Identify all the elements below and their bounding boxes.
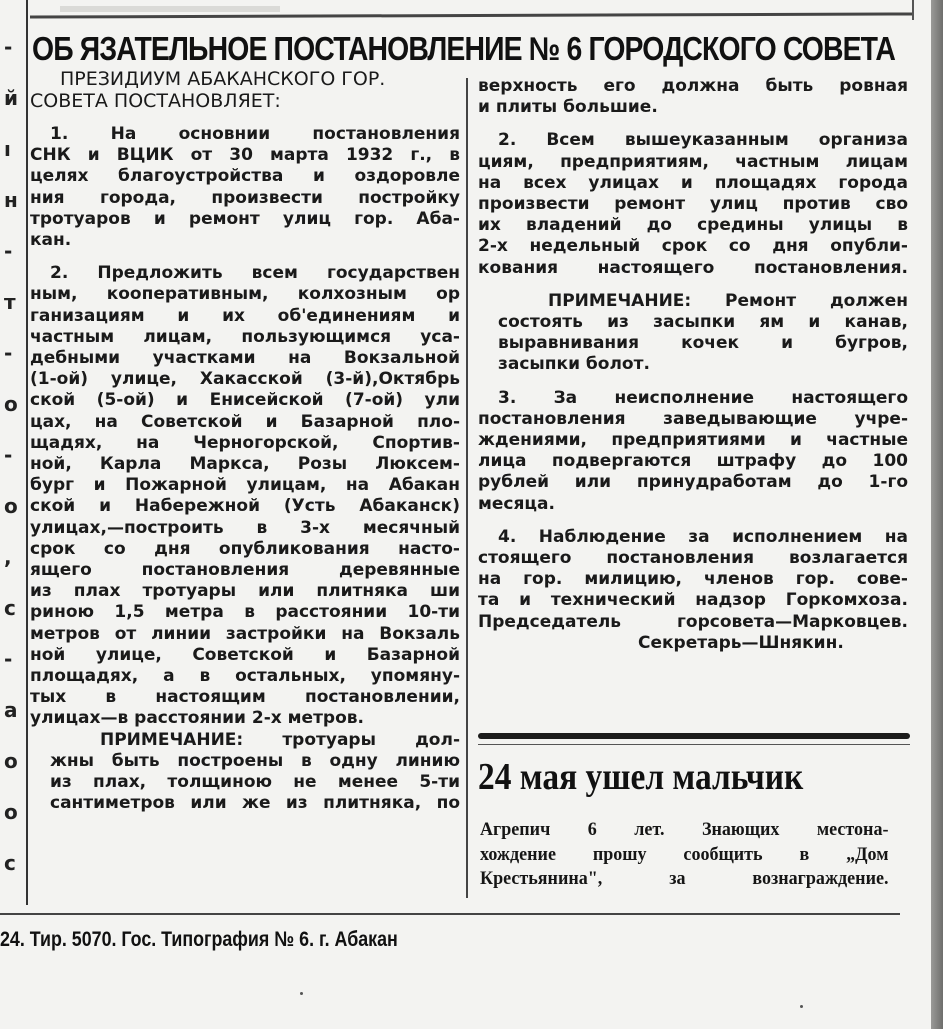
text-line: цах, на Советской и Базарной пло- xyxy=(30,411,460,432)
margin-fragment: о xyxy=(4,392,18,416)
headline: ОБ ЯЗАТЕЛЬНОЕ ПОСТАНОВЛЕНИЕ № 6 ГОРОДСКОГО СОВЕТА xyxy=(32,30,896,67)
text-line: ным, кооперативным, колхозным ор xyxy=(30,284,460,305)
text-line: 2. Всем вышеуказанным организа xyxy=(498,130,908,151)
text-line: состоять из засыпки ям и канав, xyxy=(498,312,908,333)
text-line: засыпки болот. xyxy=(498,354,650,375)
note-1 xyxy=(30,730,460,815)
left-column xyxy=(30,68,460,815)
text-line: площадях, а в остальных, упомяну- xyxy=(30,666,460,687)
margin-fragment: - xyxy=(4,239,13,263)
margin-fragment: с xyxy=(4,851,16,875)
margin-fragment: с xyxy=(4,596,16,620)
margin-fragment: й xyxy=(4,86,19,110)
margin-fragment: т xyxy=(4,290,16,314)
margin-fragment: о xyxy=(4,494,18,518)
text-line: верхность его должна быть ровная xyxy=(478,76,908,96)
text-line: целях благоустройства и оздоровле xyxy=(30,166,460,187)
ad-divider xyxy=(478,733,910,739)
text-line: 4. Наблюдение за исполнением на xyxy=(498,526,908,547)
ad-body xyxy=(480,818,889,892)
text-line: сантиметров или же из плитняка, по xyxy=(50,793,460,814)
text-line: 3. За неисполнение настоящего xyxy=(498,387,908,408)
text-line: ПРИМЕЧАНИЕ: Ремонт должен xyxy=(548,290,908,311)
text-line: из плах, толщиною не менее 5-ти xyxy=(50,772,460,793)
preamble-line: ПРЕЗИДИУМ АБАКАНСКОГО ГОР. xyxy=(60,68,386,90)
text-line: ния города, произвести постройку xyxy=(30,187,460,208)
preamble-line: СОВЕТА ПОСТАНОВЛЯЕТ: xyxy=(30,90,281,112)
text-line: 1. На основнии постановления xyxy=(50,124,460,144)
text-line: бург и Пожарной улицам, на Абакан xyxy=(30,475,460,496)
item-4 xyxy=(478,527,908,612)
text-line: ящего постановления деревянные xyxy=(30,560,460,581)
item-3 xyxy=(478,388,908,515)
text-line: на гор. милицию, членов гор. сове- xyxy=(478,569,908,590)
left-column-rule xyxy=(26,0,28,905)
continuation xyxy=(478,76,908,118)
text-line: метров от линии застройки на Вокзаль xyxy=(30,623,460,644)
text-line: 2-х недельный срок со дня опубли- xyxy=(478,236,908,257)
bottom-rule xyxy=(0,913,900,915)
margin-fragment: , xyxy=(4,545,12,569)
text-line: ской и Набережной (Усть Абаканск) xyxy=(30,496,460,517)
text-line: стоящего постановления возлагается xyxy=(478,548,908,569)
margin-fragment: ı xyxy=(4,137,11,161)
margin-fragment: - xyxy=(4,341,13,365)
text-line: та и технический надзор Горкомхоза. xyxy=(478,590,908,611)
text-line: Агрепич 6 лет. Знающих местона- xyxy=(480,819,889,840)
text-line: произвести ремонт улиц против сво xyxy=(478,194,908,215)
left-margin-fragments xyxy=(0,35,26,915)
text-line: их владений до средины улицы в xyxy=(478,215,908,236)
print-smudge xyxy=(60,6,280,12)
text-line: Крестьянина", за вознаграждение. xyxy=(480,868,889,889)
print-speck xyxy=(300,992,303,995)
text-line: улицах—в расстоянии 2-х метров. xyxy=(30,708,364,729)
signatures xyxy=(478,612,908,654)
scan-edge-shadow xyxy=(931,0,943,1029)
text-line: циям, предприятиям, частным лицам xyxy=(478,151,908,172)
text-line: тых в настоящим постановлении, xyxy=(30,687,460,708)
print-speck xyxy=(800,1005,803,1008)
item-2 xyxy=(30,263,460,729)
text-line: и плиты большие. xyxy=(478,97,658,118)
text-line: ПРИМЕЧАНИЕ: тротуары дол- xyxy=(100,729,460,750)
text-line: дебными участками на Вокзальной xyxy=(30,348,460,369)
margin-fragment: - xyxy=(4,443,13,467)
column-divider xyxy=(466,78,468,898)
margin-fragment: - xyxy=(4,647,13,671)
text-line: кан. xyxy=(30,230,72,251)
text-line: месяца. xyxy=(478,493,555,514)
text-line: ной улице, Советской и Базарной xyxy=(30,644,460,665)
text-line: (1-ой) улице, Хакасской (3-й),Октябрь xyxy=(30,369,460,390)
text-line: 2. Предложить всем государствен xyxy=(50,263,460,284)
item-1 xyxy=(30,124,460,251)
text-line: кования настоящего постановления. xyxy=(478,257,908,278)
text-line: СНК и ВЦИК от 30 марта 1932 г., в xyxy=(30,145,460,166)
text-line: жны быть построены в одну линию xyxy=(50,750,460,771)
text-line: постановления заведывающие учре- xyxy=(478,408,908,429)
margin-fragment: о xyxy=(4,800,18,824)
text-line: щадях, на Черногорской, Спортив- xyxy=(30,432,460,453)
top-rule xyxy=(30,12,912,18)
text-line: на всех улицах и площадях города xyxy=(478,172,908,193)
text-line: ганизациям и их об'единениям и xyxy=(30,305,460,326)
item-2-right xyxy=(478,130,908,278)
text-line: частным лицам, пользующимся уса- xyxy=(30,326,460,347)
right-rule xyxy=(912,0,914,20)
text-line: ждениями, предприятиями и частные xyxy=(478,430,908,451)
note-2 xyxy=(478,291,908,376)
preamble xyxy=(30,68,460,112)
text-line: улицах,—построить в 3-х месячный xyxy=(30,517,460,538)
text-line: срок со дня опубликования насто- xyxy=(30,538,460,559)
text-line: тротуаров и ремонт улиц гор. Аба- xyxy=(30,208,460,229)
right-column xyxy=(478,76,908,654)
margin-fragment: о xyxy=(4,749,18,773)
ad-title: 24 мая ушел мальчик xyxy=(478,756,804,798)
signature-secretary: Секретарь—Шнякин. xyxy=(638,632,844,653)
margin-fragment: - xyxy=(4,35,13,59)
text-line: из плах тротуары или плитняка ши xyxy=(30,581,460,602)
margin-fragment: н xyxy=(4,188,18,212)
signature-chairman: Председатель горсовета—Марковцев. xyxy=(478,611,908,632)
text-line: риною 1,5 метра в расстоянии 10-ти xyxy=(30,602,460,623)
text-line: хождение прошу сообщить в „Дом xyxy=(480,843,889,865)
text-line: ной, Карла Маркса, Розы Люксем- xyxy=(30,454,460,475)
text-line: рублей или принудработам до 1-го xyxy=(478,472,908,493)
text-line: лица подвергаются штрафу до 100 xyxy=(478,451,908,472)
ad-divider-thin xyxy=(478,744,910,745)
margin-fragment: а xyxy=(4,698,18,722)
text-line: ской (5-ой) и Енисейской (7-ой) ули xyxy=(30,390,460,411)
imprint: 24. Тир. 5070. Гос. Типография № 6. г. Абакан xyxy=(0,928,398,951)
text-line: выравнивания кочек и бугров, xyxy=(498,333,908,354)
